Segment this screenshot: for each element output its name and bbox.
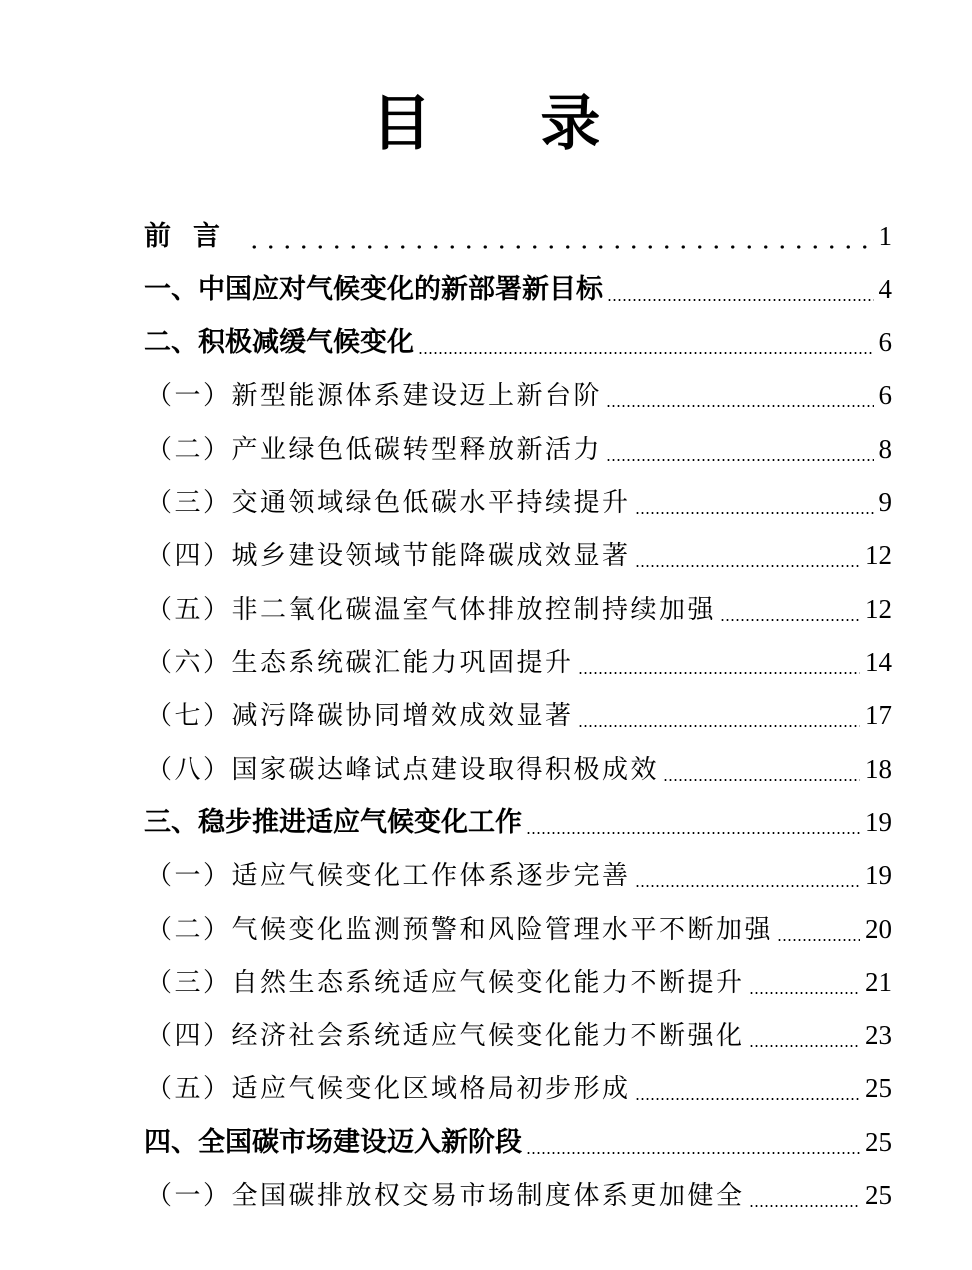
toc-entry-subsection[interactable] (146, 749, 892, 789)
toc-entry-label: （八）国家碳达峰试点建设取得积极成效 (146, 755, 660, 785)
dot-leader (578, 725, 860, 727)
dot-leader (749, 992, 860, 994)
dot-leader (635, 885, 860, 887)
toc-entry-page: 23 (865, 1020, 892, 1050)
toc-entry-page: 12 (865, 540, 892, 570)
dot-leader (418, 352, 874, 354)
toc-entry-label: （三）自然生态系统适应气候变化能力不断提升 (146, 968, 745, 998)
toc-entry-page: 6 (878, 327, 892, 357)
toc-entry-label: （一）新型能源体系建设迈上新台阶 (146, 381, 603, 411)
toc-entry-section-2[interactable] (144, 322, 892, 362)
dot-leader (578, 672, 860, 674)
toc-entry-page: 19 (865, 807, 892, 837)
toc-entry-page: 14 (865, 647, 892, 677)
toc-entry-page: 25 (865, 1073, 892, 1103)
toc-entry-label: （四）经济社会系统适应气候变化能力不断强化 (146, 1021, 745, 1051)
toc-entry-preface[interactable] (144, 216, 892, 256)
toc-entry-page: 1 (878, 221, 892, 251)
toc-entry-label: （七）减污降碳协同增效成效显著 (146, 701, 574, 731)
dot-leader (749, 1205, 860, 1207)
toc-entry-page: 6 (878, 380, 892, 410)
dot-leader (777, 939, 860, 941)
toc-entry-label: 三、稳步推进适应气候变化工作 (144, 807, 522, 838)
toc-entry-subsection[interactable] (146, 855, 892, 895)
toc-entry-label: 二、积极减缓气候变化 (144, 327, 414, 358)
toc-entry-page: 18 (865, 754, 892, 784)
dot-leader (606, 405, 873, 407)
toc-entry-subsection[interactable] (146, 375, 892, 415)
toc-entry-page: 20 (865, 914, 892, 944)
toc-entry-label: （五）适应气候变化区域格局初步形成 (146, 1074, 631, 1104)
toc-entry-page: 12 (865, 594, 892, 624)
dot-leader (526, 1152, 860, 1154)
toc-entry-subsection[interactable] (146, 1175, 892, 1215)
toc-entry-section-3[interactable] (144, 802, 892, 842)
toc-entry-section-1[interactable] (144, 269, 892, 309)
page-title: 目 录 (371, 89, 645, 159)
dot-leader (526, 832, 860, 834)
toc-entry-subsection[interactable] (146, 962, 892, 1002)
dot-leader (635, 565, 860, 567)
toc-entry-subsection[interactable] (146, 1068, 892, 1108)
toc-entry-label: 四、全国碳市场建设迈入新阶段 (144, 1127, 522, 1158)
toc-entry-subsection[interactable] (146, 909, 892, 949)
toc-entry-subsection[interactable] (146, 589, 892, 629)
dot-leader (607, 299, 874, 301)
toc-entry-label: （四）城乡建设领域节能降碳成效显著 (146, 541, 631, 571)
toc-entry-label: 一、中国应对气候变化的新部署新目标 (144, 274, 603, 305)
toc-entry-label: （六）生态系统碳汇能力巩固提升 (146, 648, 574, 678)
toc-entry-subsection[interactable] (146, 1015, 892, 1055)
dot-leader (663, 779, 860, 781)
dot-leader (246, 245, 874, 249)
toc-entry-label: （五）非二氧化碳温室气体排放控制持续加强 (146, 595, 717, 625)
toc-entry-subsection[interactable] (146, 482, 892, 522)
dot-leader (749, 1045, 860, 1047)
toc-entry-subsection[interactable] (146, 642, 892, 682)
toc-entry-subsection[interactable] (146, 535, 892, 575)
toc-entry-page: 9 (878, 487, 892, 517)
dot-leader (720, 619, 860, 621)
toc-entry-label: （一）适应气候变化工作体系逐步完善 (146, 861, 631, 891)
toc-entry-page: 8 (878, 434, 892, 464)
toc-entry-page: 17 (865, 700, 892, 730)
toc-entry-label: （一）全国碳排放权交易市场制度体系更加健全 (146, 1181, 745, 1211)
toc-entry-section-4[interactable] (144, 1122, 892, 1162)
toc-entry-label: 前言 (144, 221, 242, 252)
toc-entry-label: （二）产业绿色低碳转型释放新活力 (146, 435, 603, 465)
toc-entry-page: 21 (865, 967, 892, 997)
toc-entry-subsection[interactable] (146, 429, 892, 469)
dot-leader (635, 512, 874, 514)
dot-leader (606, 459, 873, 461)
toc-entry-page: 25 (865, 1180, 892, 1210)
toc-entry-page: 19 (865, 860, 892, 890)
toc-entry-page: 25 (865, 1127, 892, 1157)
dot-leader (635, 1098, 860, 1100)
toc-entry-label: （三）交通领域绿色低碳水平持续提升 (146, 488, 631, 518)
toc-entry-page: 4 (878, 274, 892, 304)
toc-entry-label: （二）气候变化监测预警和风险管理水平不断加强 (146, 915, 774, 945)
toc-entry-subsection[interactable] (146, 695, 892, 735)
